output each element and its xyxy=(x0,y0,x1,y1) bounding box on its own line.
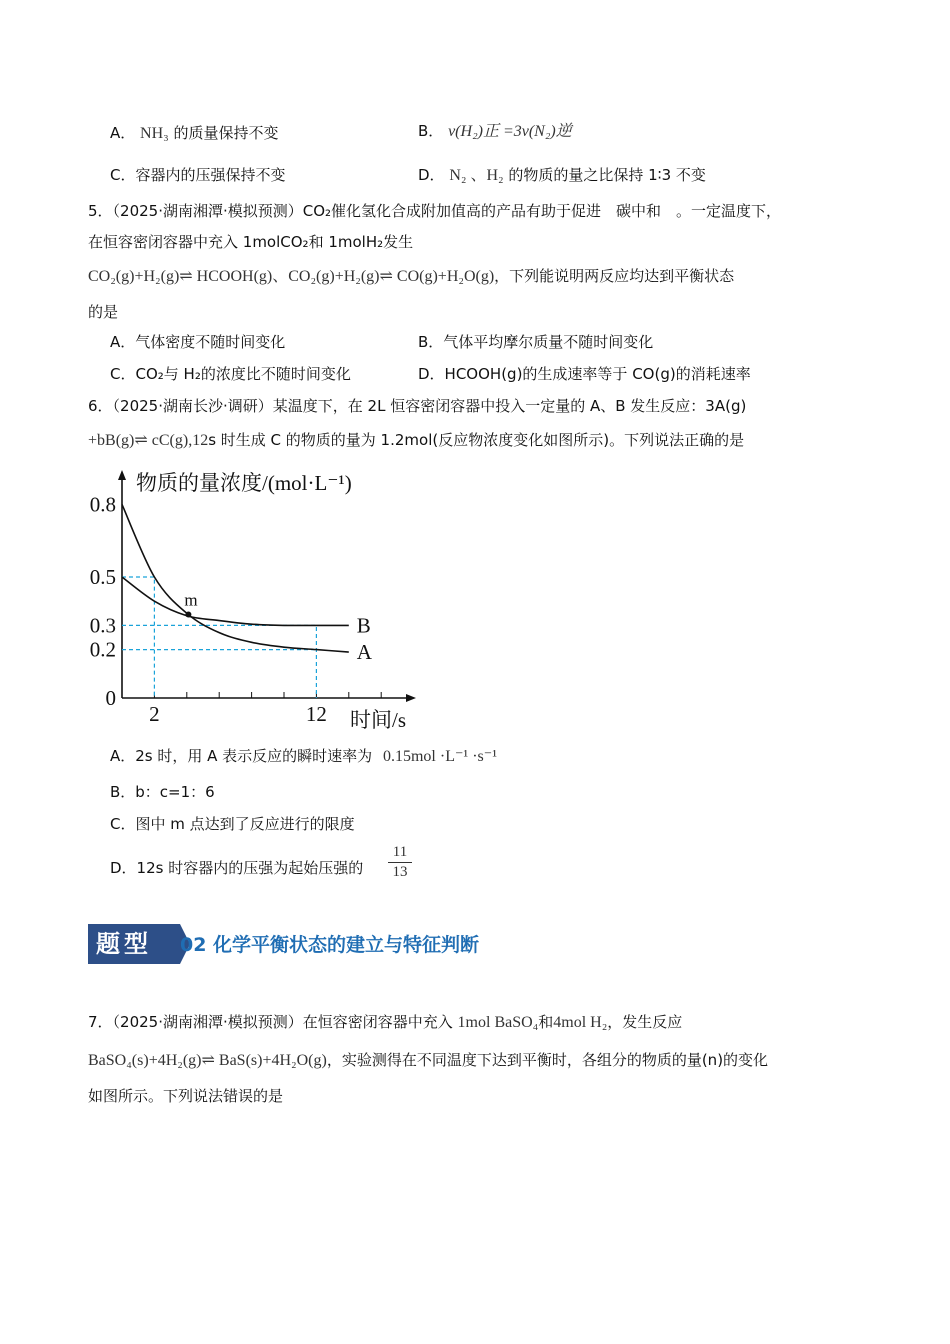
q6-reaction-formula: +bB(g)⇌ cC(g),12 xyxy=(88,432,209,449)
q6-option-d-fraction xyxy=(388,844,412,881)
x-tick-label: 12 xyxy=(305,702,327,726)
point-m xyxy=(185,612,191,618)
section-title: 02 化学平衡状态的建立与特征判断 xyxy=(180,934,480,956)
fraction-numerator: 11 xyxy=(392,844,408,860)
q6-option-a xyxy=(110,746,497,767)
q4-option-d-formula: N₂ 、H₂ xyxy=(449,167,504,184)
q5-option-c: C．CO₂与 H₂的浓度比不随时间变化 xyxy=(110,365,351,383)
section-badge-text: 题型 xyxy=(96,929,152,958)
q7-stem-line2 xyxy=(88,1050,768,1071)
q6-option-b: B．b：c=1：6 xyxy=(110,783,215,801)
series-line-A xyxy=(122,504,349,652)
fraction-denominator: 13 xyxy=(392,864,408,880)
q4-option-b-formula: v(H₂)正 =3v(N₂)逆 xyxy=(448,123,572,140)
q4-option-d-text: 的物质的量之比保持 1∶3 不变 xyxy=(508,166,706,184)
q7-stem-tail: ，发生反应 xyxy=(607,1013,683,1031)
q6-stem-line2 xyxy=(88,430,744,451)
q5-option-b: B．气体平均摩尔质量不随时间变化 xyxy=(418,333,654,351)
q4-option-a-formula: NH₃ xyxy=(140,125,169,142)
y-tick-label: 0.8 xyxy=(89,492,116,517)
q4-option-d-label: D． xyxy=(418,166,445,184)
y-tick-label: 0.3 xyxy=(89,613,116,638)
q5-reaction-formula: CO₂(g)+H₂(g)⇌ HCOOH(g)、CO₂(g)+H₂(g)⇌ CO(g)+H₂O(g) xyxy=(88,268,495,285)
q5-stem-line1: 5．（2025·湖南湘潭·模拟预测）CO₂催化氢化合成附加值高的产品有助于促进 碳中和 。一定温度下， xyxy=(88,202,782,220)
y-tick-label: 0.5 xyxy=(89,565,116,589)
series-label-B: B xyxy=(356,613,371,638)
q5-stem-line3-tail: ，下列能说明两反应均达到平衡状态 xyxy=(494,267,735,285)
q7-formula-h2: 4mol H₂ xyxy=(553,1014,608,1031)
q5-stem-line4: 的是 xyxy=(88,303,119,321)
q6-option-a-text: A．2s 时，用 A 表示反应的瞬时速率为 xyxy=(110,747,373,765)
q4-option-d xyxy=(418,165,706,186)
x-tick-label: 2 xyxy=(149,702,160,726)
q4-option-b xyxy=(418,121,572,142)
q5-option-a: A．气体密度不随时间变化 xyxy=(110,333,286,351)
q7-stem-line3: 如图所示。下列说法错误的是 xyxy=(88,1087,284,1105)
q6-stem-line1: 6．（2025·湖南长沙·调研）某温度下，在 2L 恒容密闭容器中投入一定量的 A、B 发生反应：3A(g) xyxy=(88,397,747,415)
q4-option-a-label: A． xyxy=(110,124,136,142)
q7-stem-text: 7．（2025·湖南湘潭·模拟预测）在恒容密闭容器中充入 xyxy=(88,1013,453,1031)
q7-formula-baso4: 1mol BaSO₄ xyxy=(457,1014,539,1031)
q4-option-b-label: B． xyxy=(418,122,444,140)
q4-option-a xyxy=(110,123,279,144)
q7-stem-line2-tail: ，实验测得在不同温度下达到平衡时，各组分的物质的量(n)的变化 xyxy=(326,1051,769,1069)
point-m-label: m xyxy=(184,590,198,610)
series-line-B xyxy=(122,577,349,625)
y-axis-label: 物质的量浓度/(mol·L⁻¹) xyxy=(136,471,352,495)
y-tick-label: 0.2 xyxy=(89,637,116,662)
q6-option-c: C．图中 m 点达到了反应进行的限度 xyxy=(110,815,355,833)
q5-stem-line3 xyxy=(88,266,734,287)
q7-stem-line1 xyxy=(88,1012,682,1033)
q6-option-a-formula: 0.15mol ·L⁻¹ ·s⁻¹ xyxy=(382,748,497,765)
q7-and: 和 xyxy=(538,1013,554,1031)
guide-line xyxy=(122,625,316,698)
q4-option-a-text: 的质量保持不变 xyxy=(173,124,279,142)
q4-option-c: C．容器内的压强保持不变 xyxy=(110,166,286,184)
q5-option-d: D．HCOOH(g)的生成速率等于 CO(g)的消耗速率 xyxy=(418,365,751,383)
q7-reaction-formula: BaSO₄(s)+4H₂(g)⇌ BaS(s)+4H₂O(g) xyxy=(88,1052,327,1069)
q6-option-d: D．12s 时容器内的压强为起始压强的 xyxy=(110,859,364,877)
y-axis-arrow xyxy=(118,470,126,480)
q6-stem-line2-tail: s 时生成 C 的物质的量为 1.2mol(反应物浓度变化如图所示)。下列说法正确的是 xyxy=(208,431,745,449)
q5-stem-line2: 在恒容密闭容器中充入 1molCO₂和 1molH₂发生 xyxy=(88,233,414,251)
x-axis-label: 时间/s xyxy=(350,708,407,732)
guide-line xyxy=(122,577,154,698)
series-label-A: A xyxy=(356,640,372,665)
y-tick-label: 0 xyxy=(105,686,116,710)
x-axis-arrow xyxy=(406,694,416,702)
concentration-time-chart xyxy=(80,462,440,734)
